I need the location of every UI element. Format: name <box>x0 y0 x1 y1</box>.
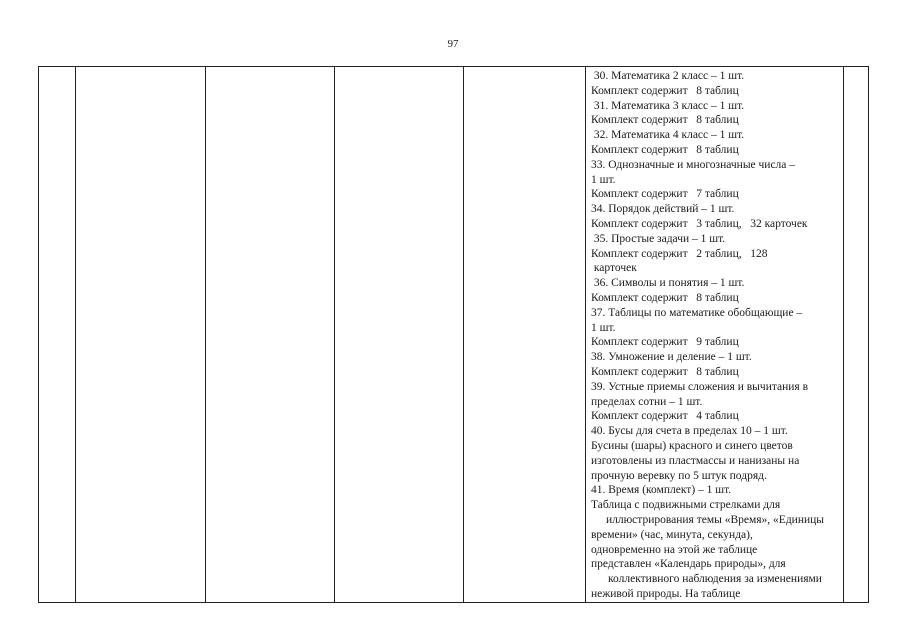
list-line: Бусины (шары) красного и синего цветов <box>591 439 793 452</box>
list-line: Комплект содержит 9 таблиц <box>591 336 739 349</box>
list-line: 35. Простые задачи – 1 шт. <box>591 232 726 245</box>
list-line: Комплект содержит 8 таблиц <box>591 143 739 156</box>
list-line: 32. Математика 4 класс – 1 шт. <box>591 129 745 142</box>
list-line: иллюстрирования темы «Время», «Единицы <box>605 513 825 526</box>
list-line: 34. Порядок действий – 1 шт. <box>591 203 735 216</box>
list-line: представлен «Календарь природы», для <box>591 558 786 571</box>
list-line: изготовлены из пластмассы и нанизаны на <box>591 454 800 467</box>
table-row <box>39 67 869 603</box>
list-line: одновременно на этой же таблице <box>591 543 758 556</box>
list-line: Комплект содержит 8 таблиц <box>591 291 739 304</box>
list-line: неживой природы. На таблице <box>591 587 741 600</box>
list-line: 1 шт. <box>591 321 616 334</box>
list-line: Таблица с подвижными стрелками для <box>591 499 781 512</box>
list-line: Комплект содержит 8 таблиц <box>591 84 739 97</box>
equipment-list <box>591 69 839 602</box>
list-line: пределах сотни – 1 шт. <box>591 395 703 408</box>
empty-cell-col-3 <box>206 67 335 603</box>
list-line: прочную веревку по 5 штук подряд. <box>591 469 767 482</box>
document-table <box>38 66 869 603</box>
list-line: 38. Умножение и деление – 1 шт. <box>591 351 752 364</box>
list-line: Комплект содержит 8 таблиц <box>591 114 739 127</box>
list-line: 40. Бусы для счета в пределах 10 – 1 шт. <box>591 425 788 438</box>
list-line: Комплект содержит 2 таблиц, 128 <box>591 247 768 260</box>
empty-cell-col-7 <box>844 67 869 603</box>
list-line: 31. Математика 3 класс – 1 шт. <box>591 99 745 112</box>
list-line: 1 шт. <box>591 173 616 186</box>
list-line: Комплект содержит 7 таблиц <box>591 188 739 201</box>
list-line: Комплект содержит 4 таблиц <box>591 410 739 423</box>
empty-cell-col-2 <box>76 67 206 603</box>
list-line: времени» (час, минута, секунда), <box>591 528 753 541</box>
list-line: 36. Символы и понятия – 1 шт. <box>591 277 745 290</box>
list-line: 39. Устные приемы сложения и вычитания в <box>591 380 809 393</box>
list-line: 30. Математика 2 класс – 1 шт. <box>591 70 745 82</box>
list-line: 37. Таблицы по математике обобщающие – <box>591 306 803 319</box>
list-line: 41. Время (комплект) – 1 шт. <box>591 484 732 497</box>
list-line: Комплект содержит 8 таблиц <box>591 365 739 378</box>
list-line: коллективного наблюдения за изменениями <box>608 573 822 586</box>
empty-cell-col-5 <box>464 67 586 603</box>
empty-cell-col-1 <box>39 67 76 603</box>
page-number: 97 <box>447 38 459 50</box>
list-line: карточек <box>591 262 637 275</box>
list-line: 33. Однозначные и многозначные числа – <box>591 158 796 171</box>
equipment-list-cell <box>586 67 844 603</box>
list-line: Комплект содержит 3 таблиц, 32 карточек <box>591 217 808 230</box>
empty-cell-col-4 <box>335 67 464 603</box>
